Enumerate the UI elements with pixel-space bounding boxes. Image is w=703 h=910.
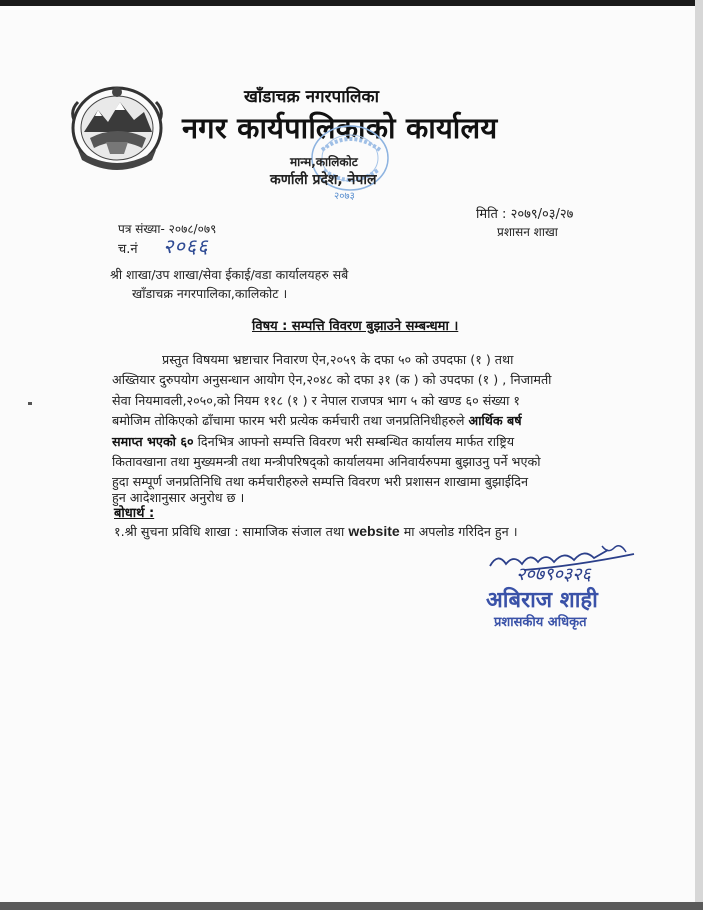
- cc-item-website: website: [348, 523, 400, 539]
- scan-bottom-edge: [0, 902, 703, 910]
- letter-subject: विषय : सम्पत्ति विवरण बुझाउने सम्बन्धमा ।: [252, 319, 459, 334]
- organization-name: खाँडाचक्र नगरपालिका: [244, 87, 379, 107]
- office-title: नगर कार्यपालिकाको कार्यालय: [182, 111, 498, 145]
- reference-number: पत्र संख्या- २०७८/०७९: [118, 222, 217, 236]
- cc-item-text-end: मा अपलोड गरिदिन हुन ।: [399, 524, 518, 539]
- cc-item: [114, 522, 518, 540]
- department-label: प्रशासन शाखा: [497, 225, 558, 239]
- cc-heading: बोधार्थ :: [114, 506, 155, 521]
- body-line: हुदा सम्पूर्ण जनप्रतिनिधि तथा कर्मचारीहरुले सम्पत्ति विवरण भरी प्रशासन शाखामा बुझाईदिन: [112, 474, 529, 489]
- scan-right-edge: [695, 0, 703, 910]
- body-text: बमोजिम तोकिएको ढाँचामा फारम भरी प्रत्येक कर्मचारी तथा जनप्रतिनिधीहरुले: [112, 413, 469, 428]
- officer-name: अबिराज शाही: [486, 588, 598, 613]
- letter-date: मिति : २०७९/०३/२७: [476, 207, 574, 222]
- signature-date: २०७९०३२६: [516, 564, 591, 585]
- dispatch-label: च.नं: [118, 242, 138, 257]
- nepal-emblem-icon: [68, 80, 166, 172]
- officer-title: प्रशासकीय अधिकृत: [494, 615, 587, 630]
- body-line: अख्तियार दुरुपयोग अनुसन्धान आयोग ऐन,२०४८ को दफा ३१ (क ) को उपदफा (१ ) , निजामती: [112, 372, 552, 387]
- body-line: हुन आदेशानुसार अनुरोध छ ।: [112, 490, 245, 505]
- dispatch-number: २०६६: [163, 234, 209, 258]
- body-bold-text: समाप्त भएको ६०: [112, 434, 194, 449]
- scan-top-edge: [0, 0, 703, 6]
- body-line: सेवा नियमावली,२०५०,को नियम ११८ (१ ) र नेपाल राजपत्र भाग ५ को खण्ड ६० संख्या १: [112, 393, 520, 408]
- body-line: [112, 411, 522, 429]
- recipient-line-1: श्री शाखा/उप शाखा/सेवा ईकाई/वडा कार्यालयहरु सबै: [110, 267, 349, 282]
- body-line: प्रस्तुत विषयमा भ्रष्टाचार निवारण ऐन,२०५९ के दफा ५० को उपदफा (१ ) तथा: [162, 352, 514, 367]
- body-bold-text: आर्थिक बर्ष: [468, 413, 522, 428]
- stamp-year: २०७३: [334, 191, 355, 202]
- recipient-line-2: खाँडाचक्र नगरपालिका,कालिकोट ।: [132, 286, 288, 301]
- scan-speck: [28, 402, 32, 405]
- cc-item-text: १.श्री सुचना प्रविधि शाखा : सामाजिक संजाल तथा: [114, 524, 349, 539]
- body-line: [112, 432, 514, 450]
- body-text: दिनभित्र आफ्नो सम्पत्ति विवरण भरी सम्बन्धित कार्यालय मार्फत राष्ट्रिय: [193, 434, 515, 449]
- office-province: कर्णाली प्रदेश, नेपाल: [270, 172, 377, 188]
- office-location: मान्म,कालिकोट: [290, 155, 358, 169]
- body-line: कितावखाना तथा मुख्यमन्त्री तथा मन्त्रीपरिषद्को कार्यालयमा अनिवार्यरुपमा बुझाउनु पर्ने भएको: [112, 454, 541, 469]
